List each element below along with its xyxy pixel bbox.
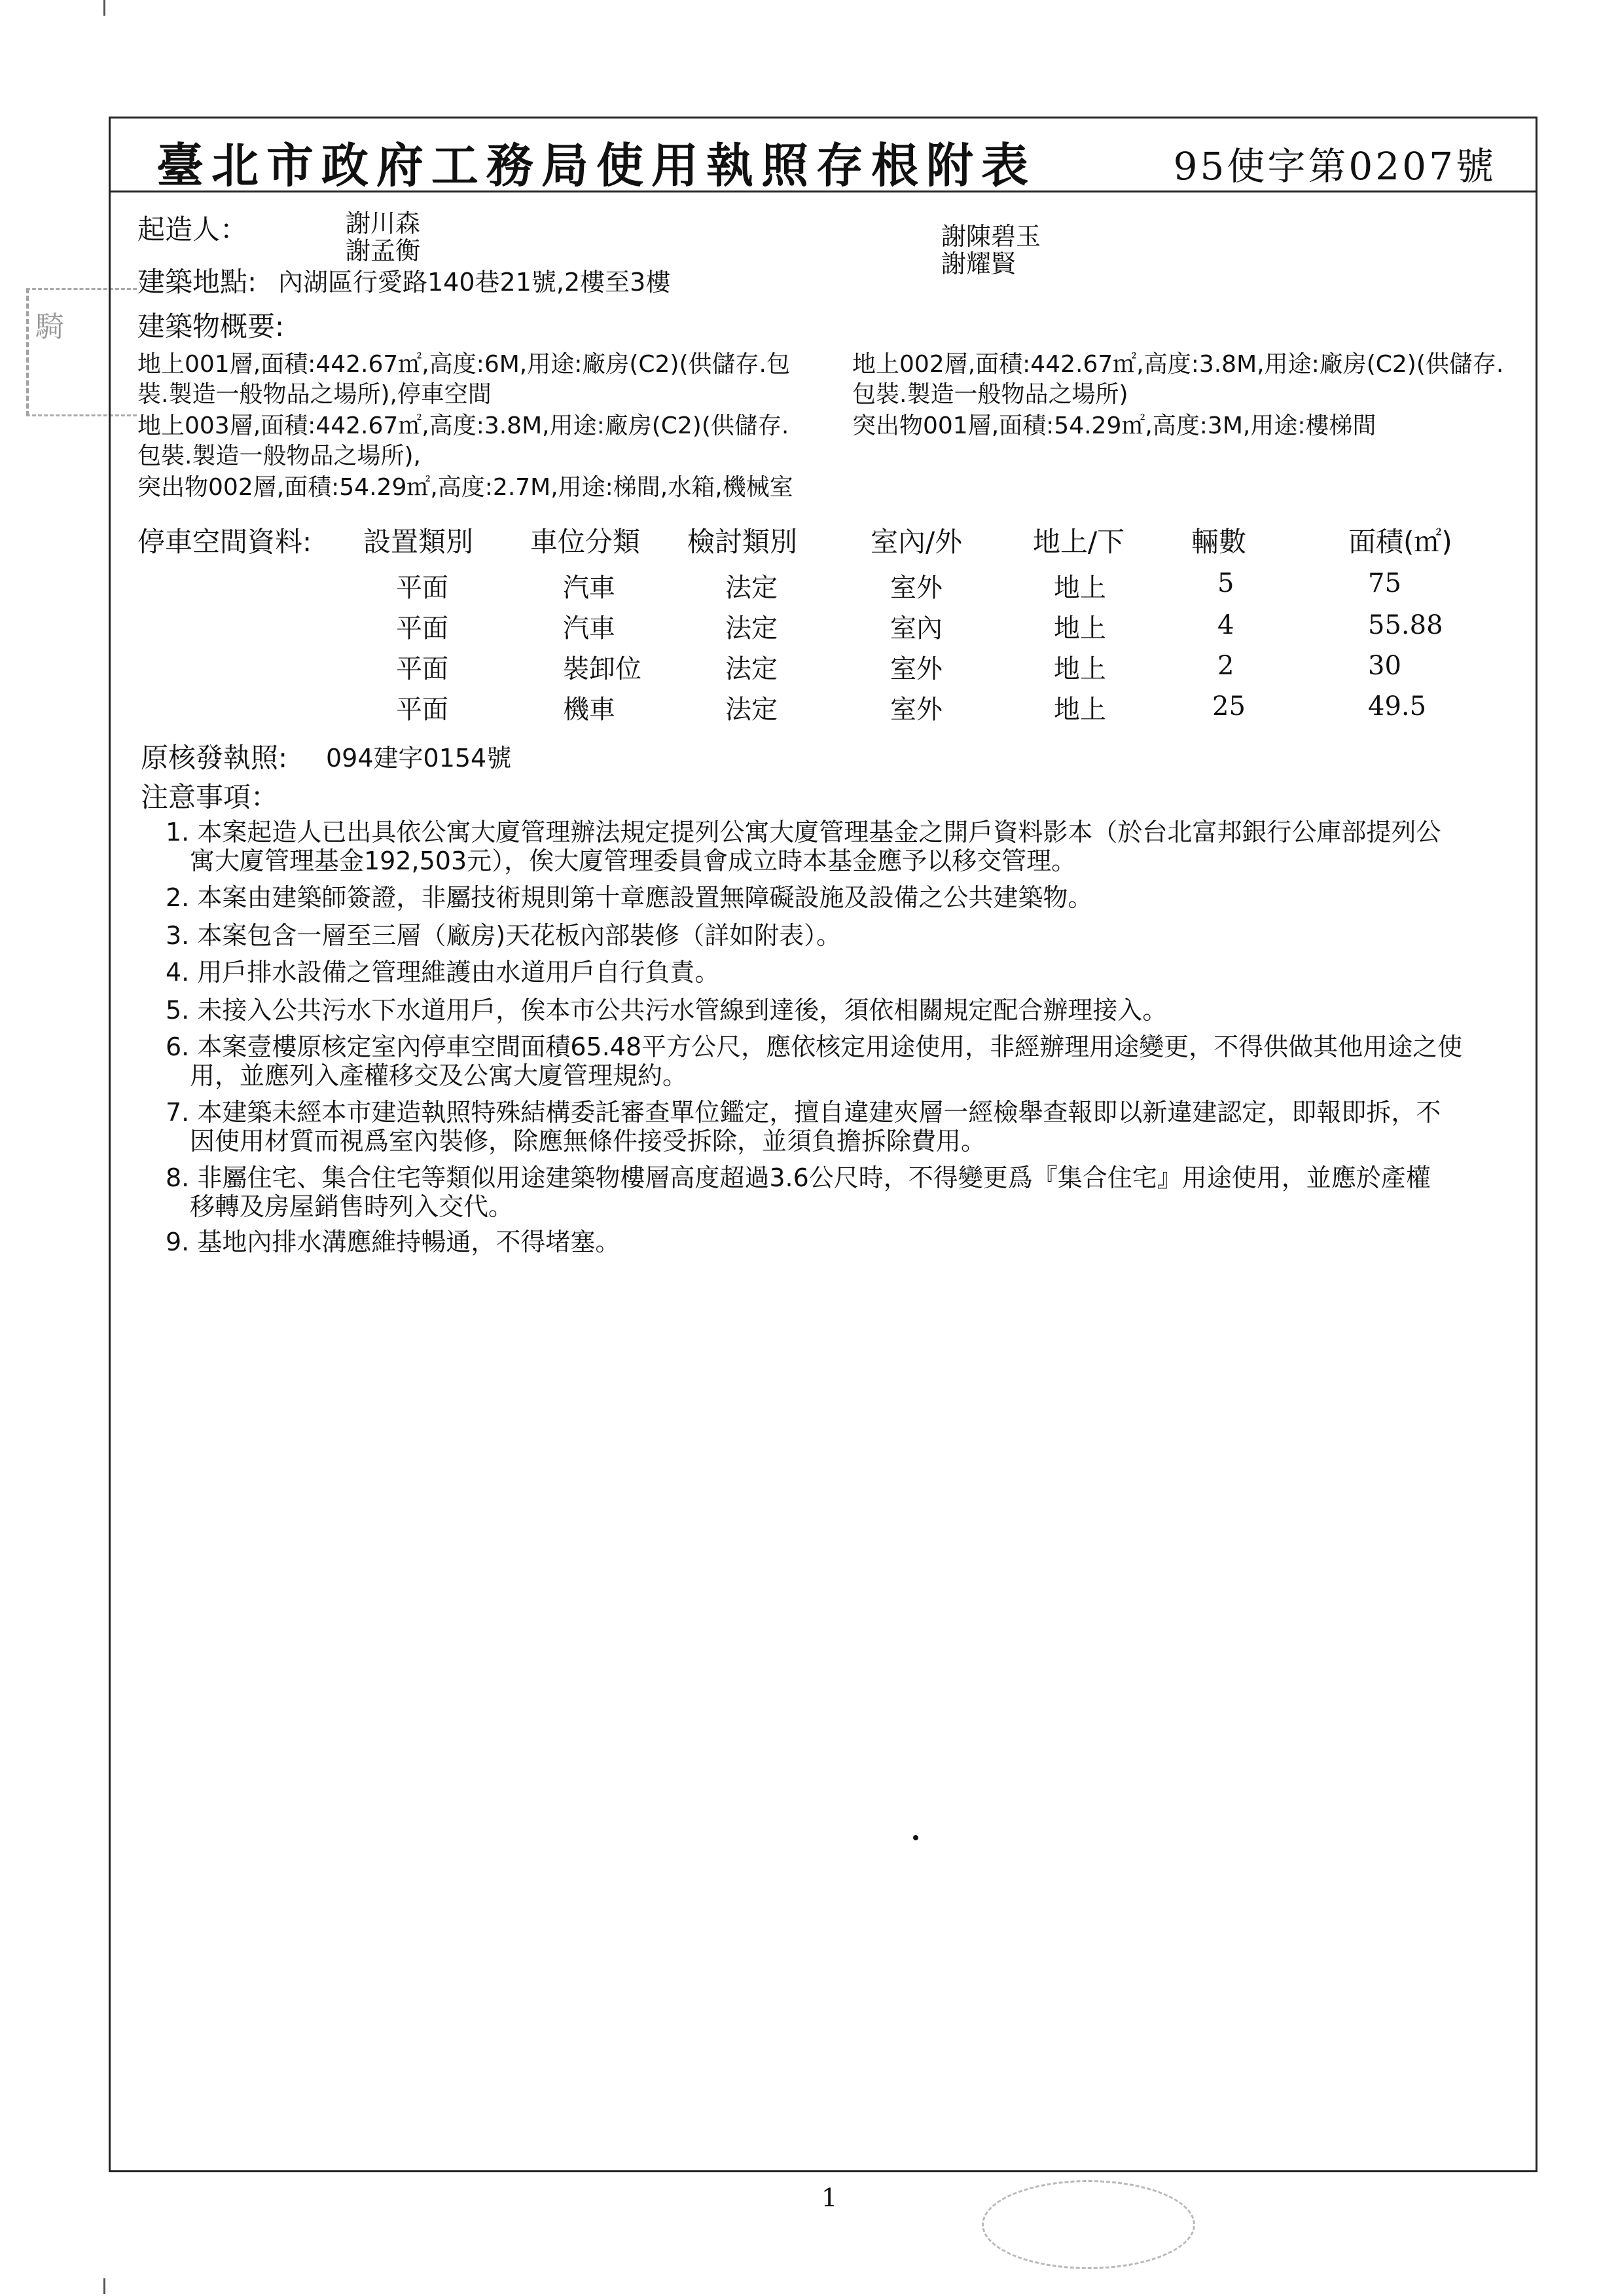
original-permit-number: 094建字0154號 [326, 744, 512, 773]
note-line: 5. 未接入公共污水下水道用戶，俟本市公共污水管線到達後，須依相關規定配合辦理接入。 [166, 996, 1168, 1025]
applicant-name: 謝耀賢 [941, 249, 1016, 278]
scan-speck [913, 1835, 918, 1840]
table-cell: 49.5 [1368, 691, 1427, 721]
overview-line: 突出物002層,面積:54.29㎡,高度:2.7M,用途:梯間,水箱,機械室 [137, 474, 793, 501]
table-cell: 法定 [725, 613, 778, 644]
note-line: 用，並應列入產權移交及公寓大廈管理規約。 [190, 1061, 688, 1090]
table-cell: 平面 [396, 613, 448, 644]
applicant-name: 謝陳碧玉 [941, 222, 1041, 251]
note-line: 因使用材質而視爲室內裝修，除應無條件接受拆除，並須負擔拆除費用。 [190, 1127, 986, 1156]
note-line: 9. 基地內排水溝應維持暢通，不得堵塞。 [166, 1228, 620, 1256]
table-cell: 5 [1217, 568, 1234, 598]
overview-line: 地上002層,面積:442.67㎡,高度:3.8M,用途:廠房(C2)(供儲存. [852, 351, 1504, 378]
parking-header-cell: 輛數 [1191, 526, 1247, 558]
seal-stamp-bottom [982, 2180, 1195, 2269]
table-cell: 室外 [890, 695, 943, 725]
document-title: 臺北市政府工務局使用執照存根附表 [156, 137, 1037, 193]
table-cell: 室外 [890, 654, 943, 684]
applicant-name: 謝孟衡 [346, 236, 421, 265]
parking-header-cell: 車位分類 [530, 526, 641, 558]
table-cell: 法定 [725, 695, 778, 725]
applicants-label: 起造人： [137, 213, 248, 246]
overview-line: 包裝.製造一般物品之場所), [137, 443, 421, 469]
table-cell: 75 [1368, 568, 1401, 598]
page-number: 1 [821, 2183, 838, 2212]
table-cell: 室外 [890, 573, 943, 603]
note-line: 6. 本案壹樓原核定室內停車空間面積65.48平方公尺，應依核定用途使用，非經辦理用途變更，不得供做其他用途之使 [166, 1032, 1463, 1061]
table-cell: 地上 [1054, 613, 1106, 644]
table-cell: 平面 [396, 654, 448, 684]
table-cell: 汽車 [563, 613, 615, 644]
table-cell: 機車 [563, 695, 615, 725]
note-line: 寓大廈管理基金192,503元），俟大廈管理委員會成立時本基金應予以移交管理。 [190, 847, 1077, 875]
permit-number: 95使字第0207號 [1173, 144, 1496, 189]
table-cell: 25 [1212, 691, 1246, 721]
table-cell: 平面 [396, 573, 448, 603]
table-cell: 平面 [396, 695, 448, 725]
original-permit-label: 原核發執照: [141, 742, 288, 774]
seal-stamp-text: 騎 [35, 310, 64, 344]
table-cell: 地上 [1054, 654, 1106, 684]
note-line: 7. 本建築未經本市建造執照特殊結構委託審查單位鑑定，擅自違建夾層一經檢舉查報即以新違建認定，即報即拆，不 [166, 1098, 1441, 1127]
note-line: 4. 用戶排水設備之管理維護由水道用戶自行負責。 [166, 958, 720, 987]
table-cell: 法定 [725, 573, 778, 603]
note-line: 8. 非屬住宅、集合住宅等類似用途建築物樓層高度超過3.6公尺時，不得變更爲『集合住宅』用途使用，並應於產權 [166, 1163, 1431, 1192]
site-address: 內湖區行愛路140巷21號,2樓至3樓 [278, 268, 671, 297]
parking-header-cell: 面積(㎡) [1348, 526, 1452, 558]
overview-line: 地上001層,面積:442.67㎡,高度:6M,用途:廠房(C2)(供儲存.包 [137, 351, 790, 378]
parking-header-cell: 檢討類別 [687, 526, 798, 558]
parking-header-cell: 設置類別 [363, 526, 474, 558]
title-row [111, 118, 1536, 192]
table-cell: 法定 [725, 654, 778, 684]
overview-line: 地上003層,面積:442.67㎡,高度:3.8M,用途:廠房(C2)(供儲存. [137, 412, 789, 439]
table-cell: 4 [1217, 610, 1234, 640]
note-line: 1. 本案起造人已出具依公寓大廈管理辦法規定提列公寓大廈管理基金之開戶資料影本（於台北富邦銀行公庫部提列公 [166, 818, 1441, 847]
site-label: 建築地點: [137, 266, 257, 298]
table-cell: 55.88 [1368, 610, 1443, 640]
table-cell: 汽車 [563, 573, 615, 603]
parking-header-cell: 地上/下 [1033, 526, 1125, 558]
overview-line: 裝.製造一般物品之場所),停車空間 [137, 381, 492, 408]
note-line: 2. 本案由建築師簽證，非屬技術規則第十章應設置無障礙設施及設備之公共建築物。 [166, 883, 1093, 912]
applicant-name: 謝川森 [346, 209, 421, 238]
table-cell: 2 [1217, 651, 1234, 681]
scan-edge-mark-bottom [103, 2278, 105, 2294]
table-cell: 地上 [1054, 695, 1106, 725]
parking-header-cell: 室內/外 [871, 526, 963, 558]
overview-line: 包裝.製造一般物品之場所) [852, 381, 1128, 408]
table-cell: 室內 [890, 613, 943, 644]
overview-label: 建築物概要: [137, 310, 285, 342]
table-cell: 地上 [1054, 573, 1106, 603]
overview-line: 突出物001層,面積:54.29㎡,高度:3M,用途:樓梯間 [852, 412, 1376, 439]
scan-edge-mark-top [103, 0, 105, 16]
table-cell: 30 [1368, 651, 1401, 681]
note-line: 3. 本案包含一層至三層（廠房)天花板內部裝修（詳如附表）。 [166, 921, 842, 950]
notes-label: 注意事項： [141, 781, 279, 813]
table-cell: 裝卸位 [563, 654, 641, 684]
note-line: 移轉及房屋銷售時列入交代。 [190, 1192, 514, 1221]
parking-label: 停車空間資料: [137, 526, 312, 558]
